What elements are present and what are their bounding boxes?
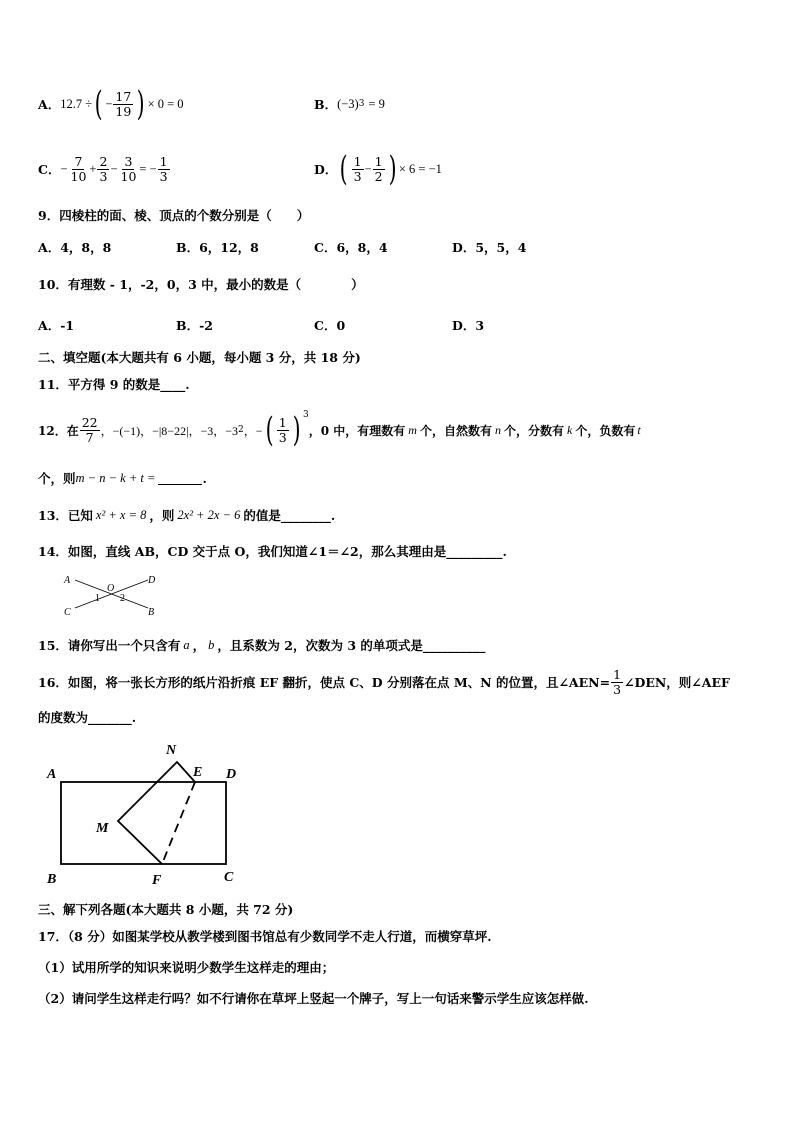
label-o: O <box>107 583 115 594</box>
fraction: $\frac{3}{10}$ <box>120 153 137 184</box>
text: 个，则 <box>38 471 76 486</box>
expr-part: − <box>364 161 372 176</box>
q16-line1 <box>38 664 730 700</box>
q12-line1 <box>38 408 641 452</box>
exponent: 3 <box>303 410 309 420</box>
q16-figure <box>40 735 260 890</box>
q8-option-c <box>38 149 171 189</box>
var: k <box>566 422 573 437</box>
q16-line2: 的度数为_______. <box>38 710 137 725</box>
text: 个，负数有 <box>575 423 636 438</box>
q10-option-a: A．-1 <box>38 318 75 333</box>
text: 个，自然数有 <box>419 423 492 438</box>
expr: x² + x = 8 <box>95 507 147 522</box>
option-label: B． <box>314 97 338 112</box>
var: n <box>494 422 501 437</box>
q12-line2 <box>38 469 207 487</box>
q10-option-c: C．0 <box>314 318 346 333</box>
q9-stem: 9．四棱柱的面、棱、顶点的个数分别是（ ） <box>38 208 310 223</box>
right-paren: ) <box>292 410 301 450</box>
q14-text: 14．如图，直线 AB，CD 交于点 O，我们知道∠1＝∠2，那么其理由是_________. <box>38 544 507 559</box>
q8-option-a <box>38 84 184 124</box>
text: ，且系数为 2，次数为 3 的单项式是__________ <box>217 638 486 653</box>
answer-blank <box>158 472 202 485</box>
q9-option-b: B．6，12，8 <box>176 240 259 255</box>
q9-option-c: C．6，8，4 <box>314 240 388 255</box>
label-m: M <box>96 821 109 836</box>
expr: m − n − k + t = <box>75 470 156 485</box>
q11: 11．平方得 9 的数是____. <box>38 377 190 392</box>
fraction: $\frac{7}{10}$ <box>70 153 87 184</box>
left-paren: ( <box>94 84 103 124</box>
text: ， <box>192 638 206 653</box>
expr-part: = 9 <box>368 96 385 111</box>
var: a <box>183 637 190 652</box>
fraction: $\frac{17}{19}$ <box>115 88 132 119</box>
section-3-heading: 三、解下列各题(本大题共 8 小题，共 72 分) <box>38 902 294 917</box>
text: . <box>202 470 207 486</box>
text: 16．如图，将一张长方形的纸片沿折痕 EF 翻折，使点 C、D 分别落在点 M、N 的位置，且∠AEN= <box>38 675 611 690</box>
q10-option-b: B．-2 <box>176 318 213 333</box>
right-paren: ) <box>136 84 145 124</box>
fraction: $\frac{1}{3}$ <box>278 414 287 445</box>
label-d: D <box>148 575 156 586</box>
var: b <box>208 637 215 652</box>
expr-part: + <box>89 161 97 176</box>
exponent: 3 <box>358 99 365 109</box>
label-b: B <box>47 872 57 887</box>
text: ，则 <box>149 508 175 523</box>
fraction: $\frac{1}{3}$ <box>613 666 622 697</box>
text: 的值是________. <box>243 508 336 523</box>
q17-part-1: （1）试用所学的知识来说明少数学生这样走的理由； <box>38 960 335 975</box>
left-paren: ( <box>265 410 274 450</box>
q17-stem: 17．（8 分）如图某学校从教学楼到图书馆总有少数同学不走人行道，而横穿草坪. <box>38 929 492 944</box>
fraction: $\frac{2}{3}$ <box>99 153 108 184</box>
left-paren: ( <box>339 149 348 189</box>
expr-part: − <box>105 96 113 111</box>
fraction: $\frac{1}{3}$ <box>159 153 168 184</box>
label-d: D <box>226 767 237 782</box>
label-n: N <box>166 743 177 758</box>
var: m <box>408 422 417 437</box>
q14-figure <box>60 570 170 620</box>
text: 13．已知 <box>38 508 93 523</box>
section-2-heading: 二、填空题(本大题共有 6 小题，每小题 3 分，共 18 分) <box>38 350 361 365</box>
q15 <box>38 636 485 654</box>
text: 12．在 <box>38 423 79 438</box>
label-f: F <box>152 873 162 888</box>
option-label: A． <box>38 97 61 112</box>
text: ，0 中，有理数有 <box>308 423 406 438</box>
angle-2-label: 2 <box>120 593 125 604</box>
q17-part-2: （2）请问学生这样走行吗？如不行请你在草坪上竖起一个牌子，写上一句话来警示学生应该怎样做. <box>38 991 589 1006</box>
text: ∠DEN，则∠AEF <box>624 675 730 690</box>
q9-option-d: D．5，5，4 <box>452 240 527 255</box>
expr: 2x² + 2x − 6 <box>177 507 241 522</box>
label-c: C <box>64 607 71 618</box>
text: ，− <box>243 423 263 438</box>
label-b: B <box>148 607 155 618</box>
q8-option-b <box>314 94 385 114</box>
option-label: C． <box>38 162 61 177</box>
q10-option-d: D．3 <box>452 318 485 333</box>
exponent: 2 <box>238 425 244 435</box>
var: t <box>637 422 641 437</box>
angle-1-label: 1 <box>95 593 100 604</box>
q13 <box>38 506 335 524</box>
text: 15．请你写出一个只含有 <box>38 638 181 653</box>
q9-option-a: A．4，8，8 <box>38 240 112 255</box>
expr-part: = − <box>139 161 157 176</box>
expr-part: − <box>60 161 68 176</box>
expr-part: 12.7 ÷ <box>60 96 93 111</box>
fraction: $\frac{22}{7}$ <box>81 414 98 445</box>
label-c: C <box>224 870 234 885</box>
q8-option-d <box>314 149 442 189</box>
right-paren: ) <box>388 149 397 189</box>
label-a: A <box>47 767 57 782</box>
expr-part: (−3) <box>337 96 359 111</box>
expr-part: − <box>110 161 118 176</box>
q10-stem: 10．有理数 - 1，-2，0，3 中，最小的数是（ ） <box>38 277 364 292</box>
expr-part: × 6 = −1 <box>398 161 442 176</box>
text: ，−(−1)，−|8−22|，−3，−3 <box>100 423 239 438</box>
label-a: A <box>64 575 71 586</box>
text: 个，分数有 <box>503 423 564 438</box>
fraction: $\frac{1}{2}$ <box>374 153 383 184</box>
fraction: $\frac{1}{3}$ <box>353 153 362 184</box>
option-label: D． <box>314 162 338 177</box>
fold-line-ef <box>162 782 195 864</box>
label-e: E <box>193 765 203 780</box>
expr-part: × 0 = 0 <box>147 96 184 111</box>
